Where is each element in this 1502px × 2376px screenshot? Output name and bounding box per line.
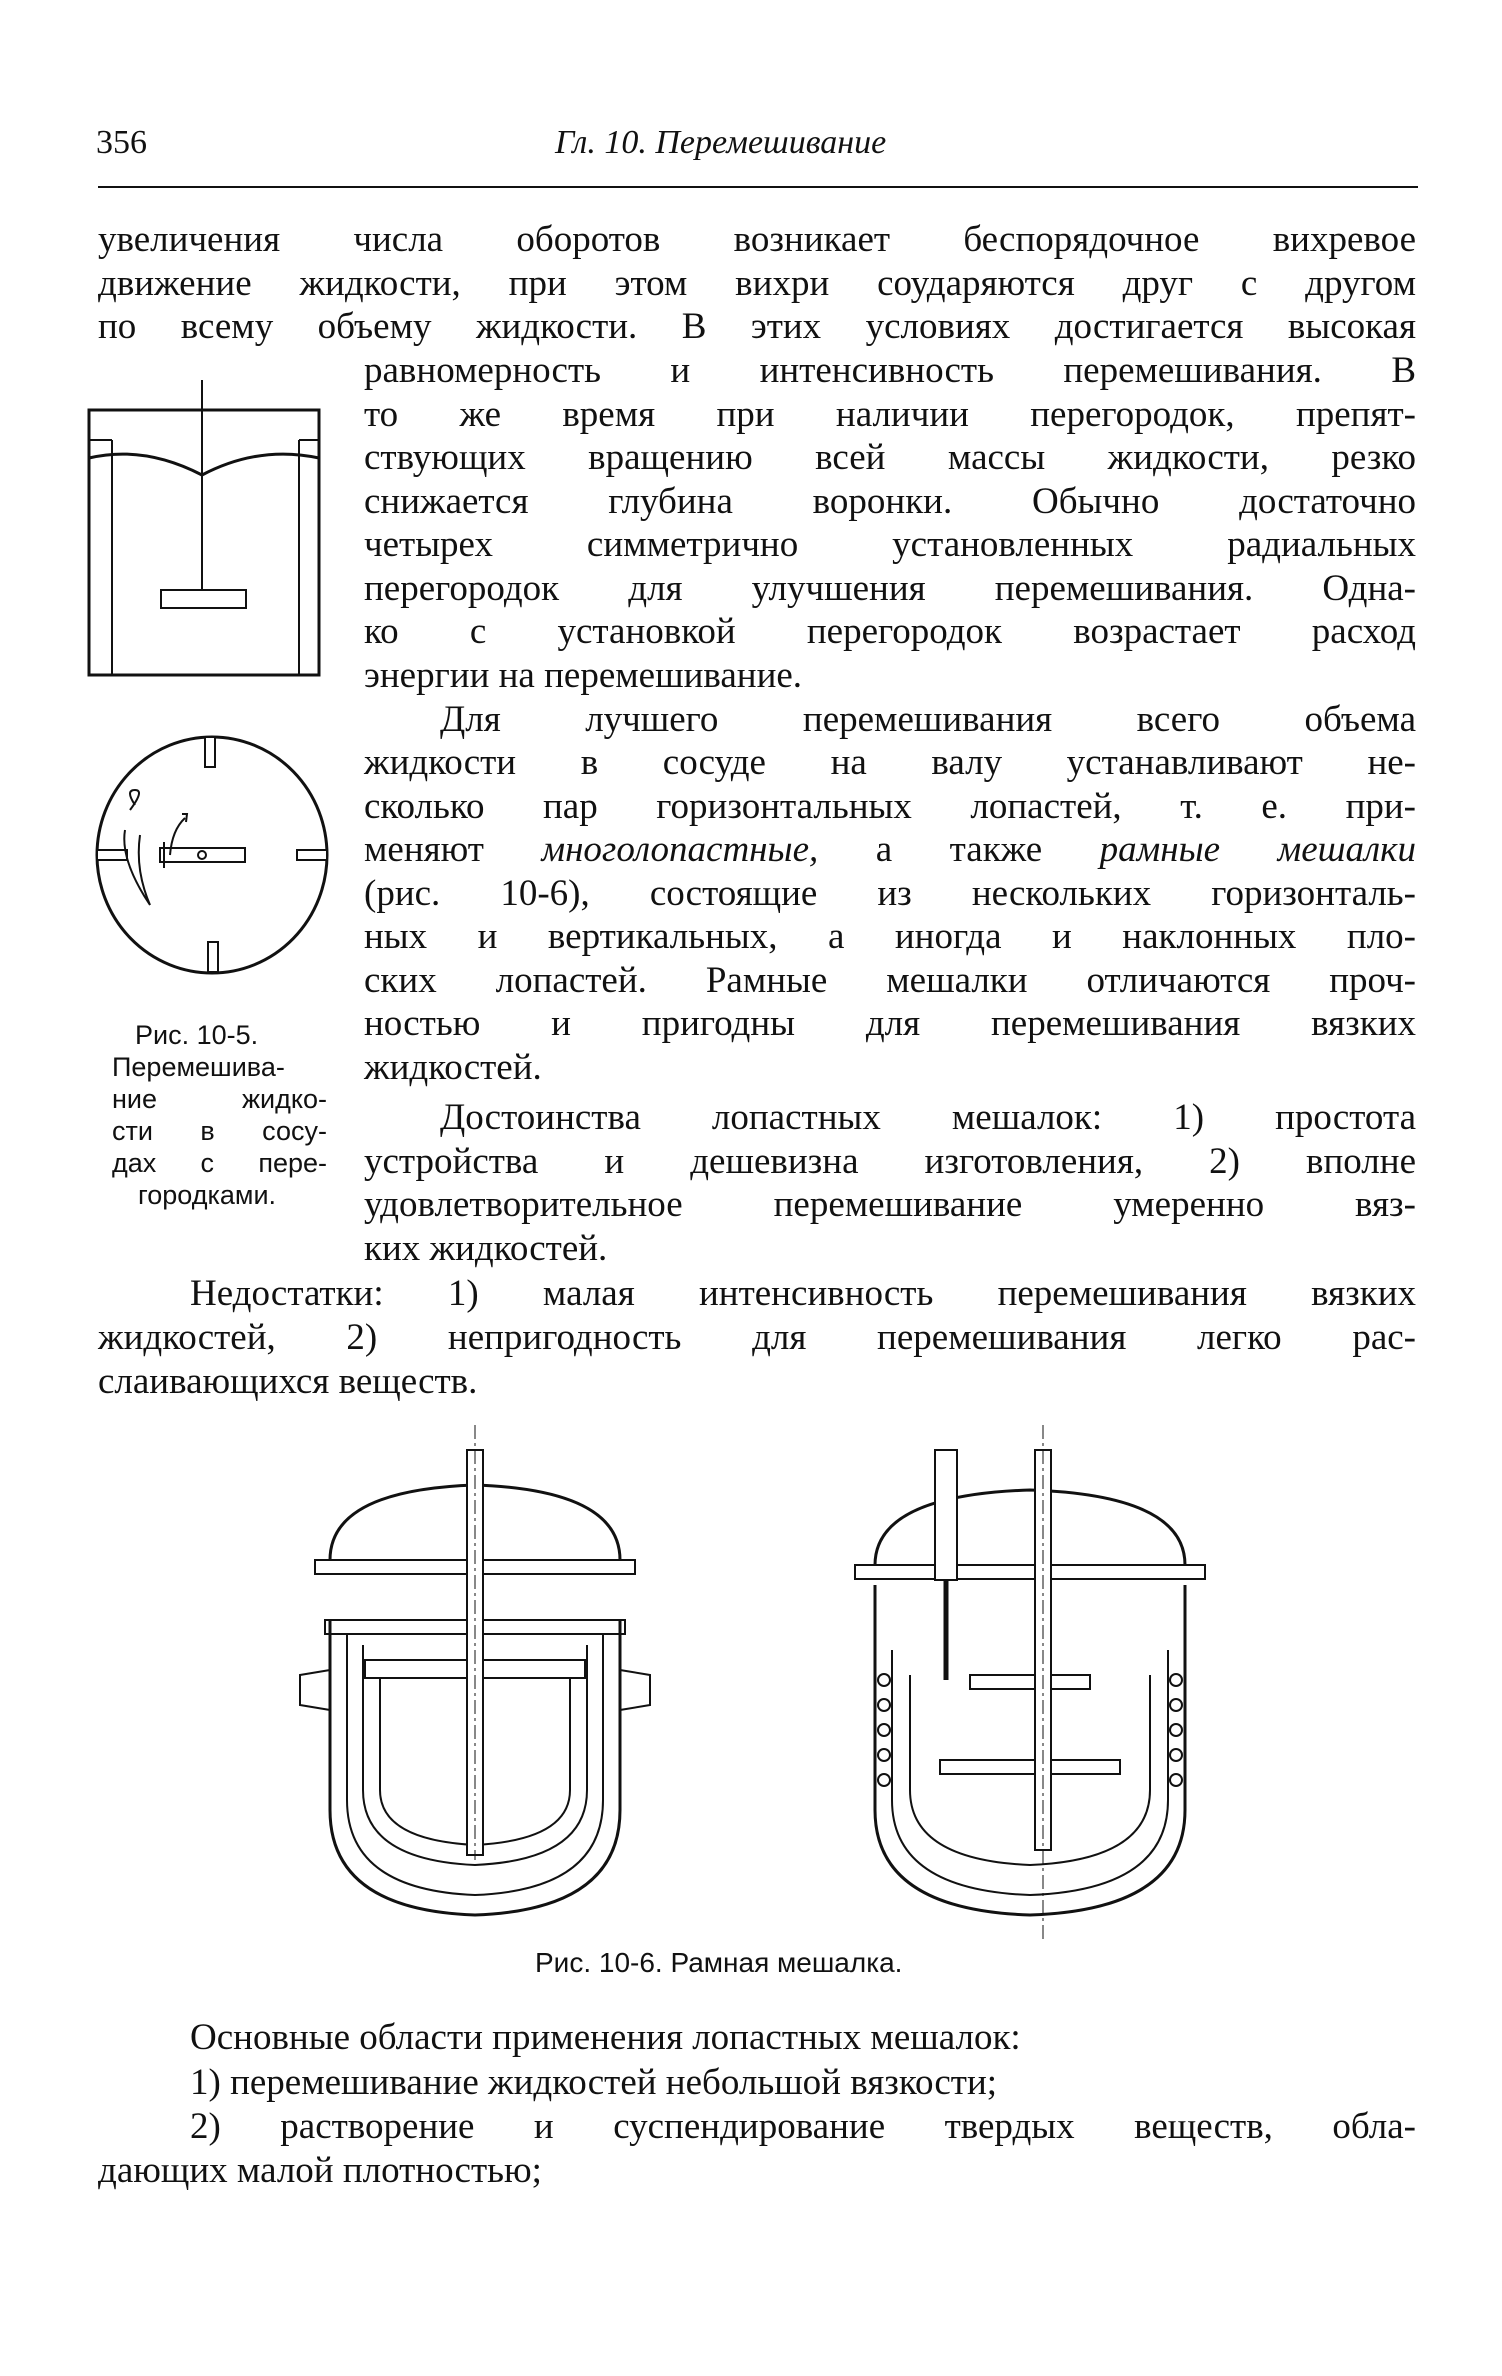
text-line xyxy=(364,828,1416,872)
text-line: ко с установкой перегородок возрастает расход xyxy=(364,611,1416,652)
text-line: сколько пар горизонтальных лопастей, т. е. при- xyxy=(364,786,1416,827)
text-line: жидкостей. xyxy=(364,1047,542,1088)
text-span: а также xyxy=(818,829,1100,870)
caption-line: городками. xyxy=(138,1180,277,1210)
text-line: по всему объему жидкости. В этих условиях достигается высокая xyxy=(98,306,1416,347)
vessel-top-view xyxy=(90,730,340,980)
text-line: равномерность и интенсивность перемешивания. В xyxy=(364,350,1416,391)
text-line: ностью и пригодны для перемешивания вязких xyxy=(364,1003,1416,1044)
frame-mixer-left xyxy=(285,1420,670,1940)
header-rule xyxy=(98,186,1418,188)
frame-mixer-right xyxy=(830,1420,1230,1940)
page-number: 356 xyxy=(96,124,147,161)
text-line: удовлетворительное перемешивание умеренно вяз- xyxy=(364,1184,1416,1225)
text-line: ствующих вращению всей массы жидкости, резко xyxy=(364,437,1416,478)
text-line: четырех симметрично установленных радиальных xyxy=(364,524,1416,565)
text-line: ских лопастей. Рамные мешалки отличаются проч- xyxy=(364,960,1416,1001)
caption-line: Рис. 10-5. xyxy=(135,1020,259,1050)
text-line: Основные области применения лопастных мешалок: xyxy=(190,2017,1021,2058)
running-title: Гл. 10. Перемешивание xyxy=(555,124,887,161)
text-line: жидкости в сосуде на валу устанавливают не- xyxy=(364,742,1416,783)
text-line: (рис. 10-6), состоящие из нескольких горизонталь- xyxy=(364,873,1416,914)
text-span: меняют xyxy=(364,829,542,870)
text-line: снижается глубина воронки. Обычно достаточно xyxy=(364,481,1416,522)
text-line: Для лучшего перемешивания всего объема xyxy=(440,699,1416,740)
caption-line: ние жидко- xyxy=(112,1084,327,1114)
list-item: 1) перемешивание жидкостей небольшой вязкости; xyxy=(190,2062,998,2103)
text-line: энергии на перемешивание. xyxy=(364,655,803,696)
text-line: Достоинства лопастных мешалок: 1) простота xyxy=(440,1097,1416,1138)
text-line: слаивающихся веществ. xyxy=(98,1361,478,1402)
text-line: устройства и дешевизна изготовления, 2) вполне xyxy=(364,1141,1416,1182)
caption-line: сти в сосу- xyxy=(112,1116,327,1146)
text-line: ких жидкостей. xyxy=(364,1228,608,1269)
text-line: увеличения числа оборотов возникает беспорядочное вихревое xyxy=(98,219,1416,260)
figure-10-6-caption: Рис. 10-6. Рамная мешалка. xyxy=(535,1947,903,1978)
italic-term: рамные мешалки xyxy=(1099,829,1416,870)
text-line: ных и вертикальных, а иногда и наклонных пло- xyxy=(364,916,1416,957)
text-line: дающих малой плотностью; xyxy=(98,2150,542,2191)
text-line: Недостатки: 1) малая интенсивность перемешивания вязких xyxy=(190,1273,1416,1314)
list-item: 2) растворение и суспендирование твердых веществ, обла- xyxy=(190,2106,1416,2147)
text-line: жидкостей, 2) непригодность для перемешивания легко рас- xyxy=(98,1317,1416,1358)
text-line: движение жидкости, при этом вихри соударяются друг с другом xyxy=(98,263,1416,304)
caption-line: Перемешива- xyxy=(112,1052,285,1082)
text-line: то же время при наличии перегородок, препят- xyxy=(364,394,1416,435)
italic-term: многолопастные, xyxy=(541,829,819,870)
text-line: перегородок для улучшения перемешивания. Одна- xyxy=(364,568,1416,609)
vessel-side-view xyxy=(84,380,334,680)
caption-line: дах с пере- xyxy=(112,1148,327,1178)
